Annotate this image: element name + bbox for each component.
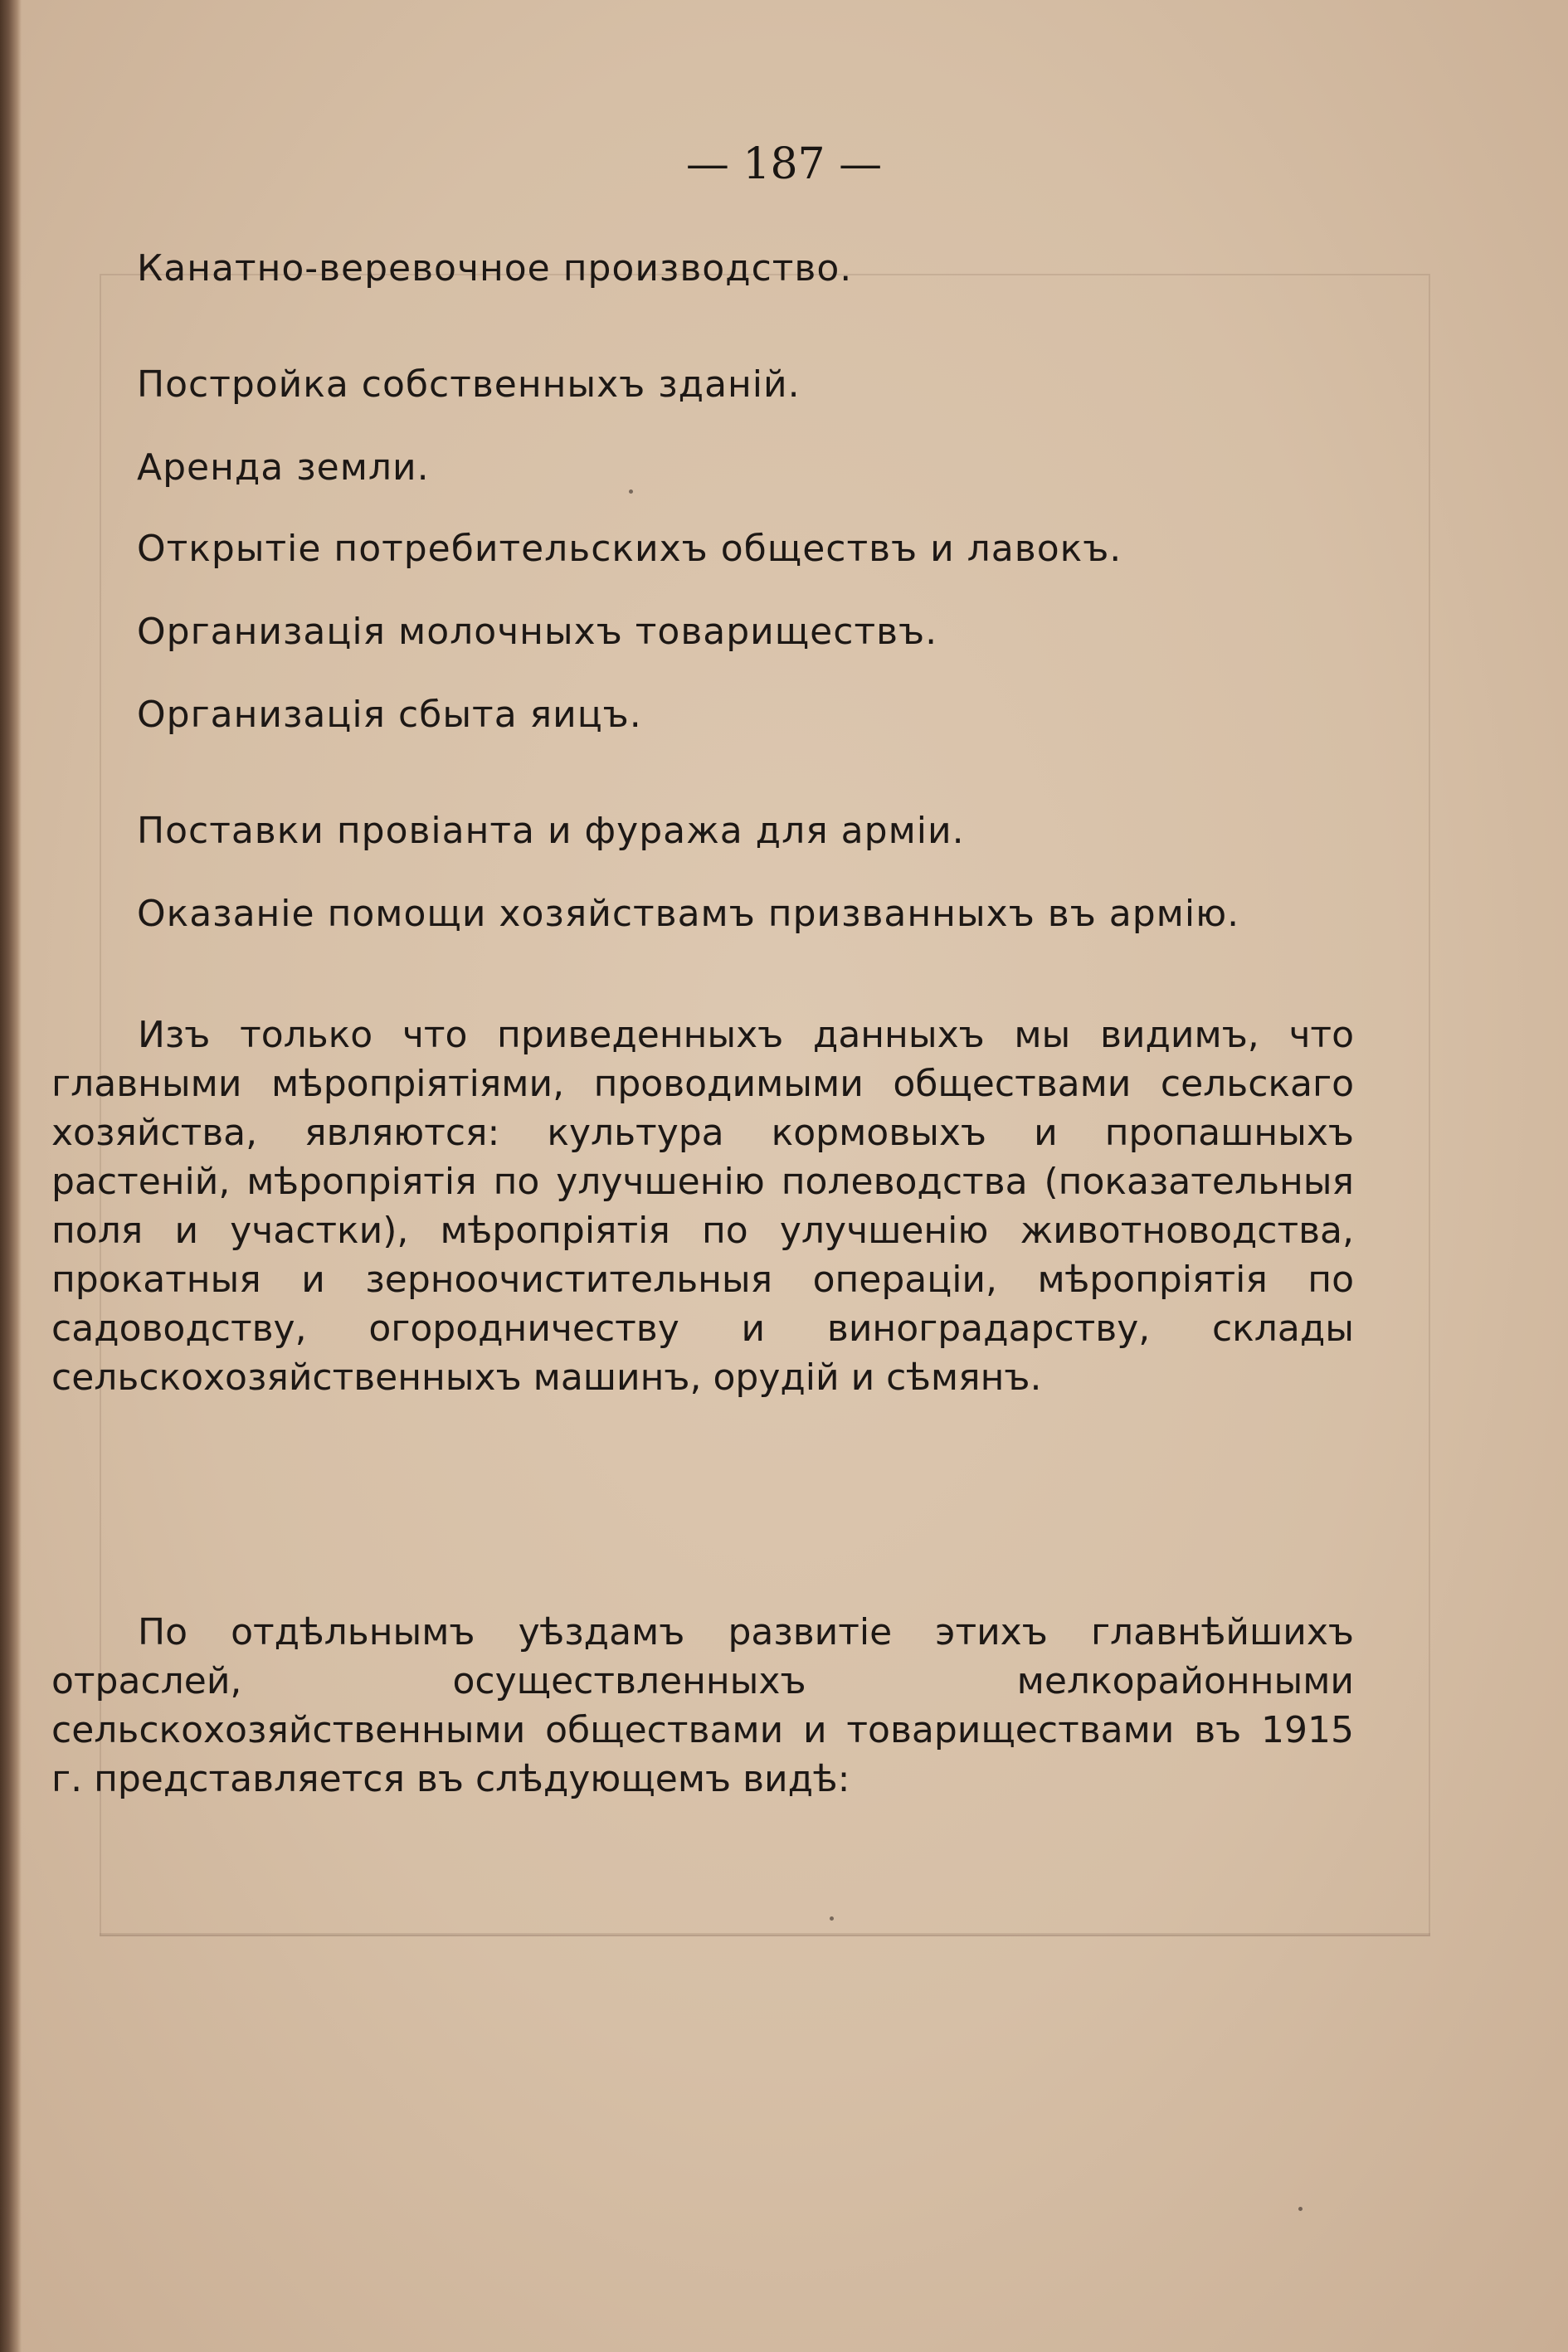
show-through-rule [100,1933,1430,1936]
list-item: Канатно-веревочное производство. [137,247,853,290]
list-item: Открытіе потребительскихъ обществъ и лавокъ. [137,528,1122,570]
ink-speck [629,489,633,494]
body-paragraph: Изъ только что приведенныхъ данныхъ мы видимъ, что главными мѣропріятіями, проводимыми обществами сельскаго хозяйства, являются: культура кормовыхъ и пропашныхъ растеній, мѣропріятія по улучшенію полеводства (показательныя поля и участки), мѣропріятія по улучшенію животноводства, прокатныя и зерноочистительныя операціи, мѣропріятія по садоводству, огородничеству и виноградарству, склады сельскохозяйственныхъ машинъ, орудій и сѣмянъ. [51,1014,1354,1399]
list-item: Организація сбыта яицъ. [137,694,642,736]
page-number: — 187 — [685,139,883,189]
list-item: Постройка собственныхъ зданій. [137,363,801,406]
ink-speck [1298,2207,1303,2211]
list-item: Оказаніе помощи хозяйствамъ призванныхъ въ армію. [137,893,1240,935]
page-binding-edge [0,0,22,2352]
ink-speck [830,1916,834,1921]
list-item: Поставки провіанта и фуража для арміи. [137,810,965,852]
list-item: Организація молочныхъ товариществъ. [137,611,938,653]
body-paragraph: По отдѣльнымъ уѣздамъ развитіе этихъ главнѣйшихъ отраслей, осуществленныхъ мелкорайонными сельскохозяйственными обществами и товариществами въ 1915 г. представляется въ слѣдующемъ видѣ: [51,1611,1354,1800]
list-item: Аренда земли. [137,446,430,489]
